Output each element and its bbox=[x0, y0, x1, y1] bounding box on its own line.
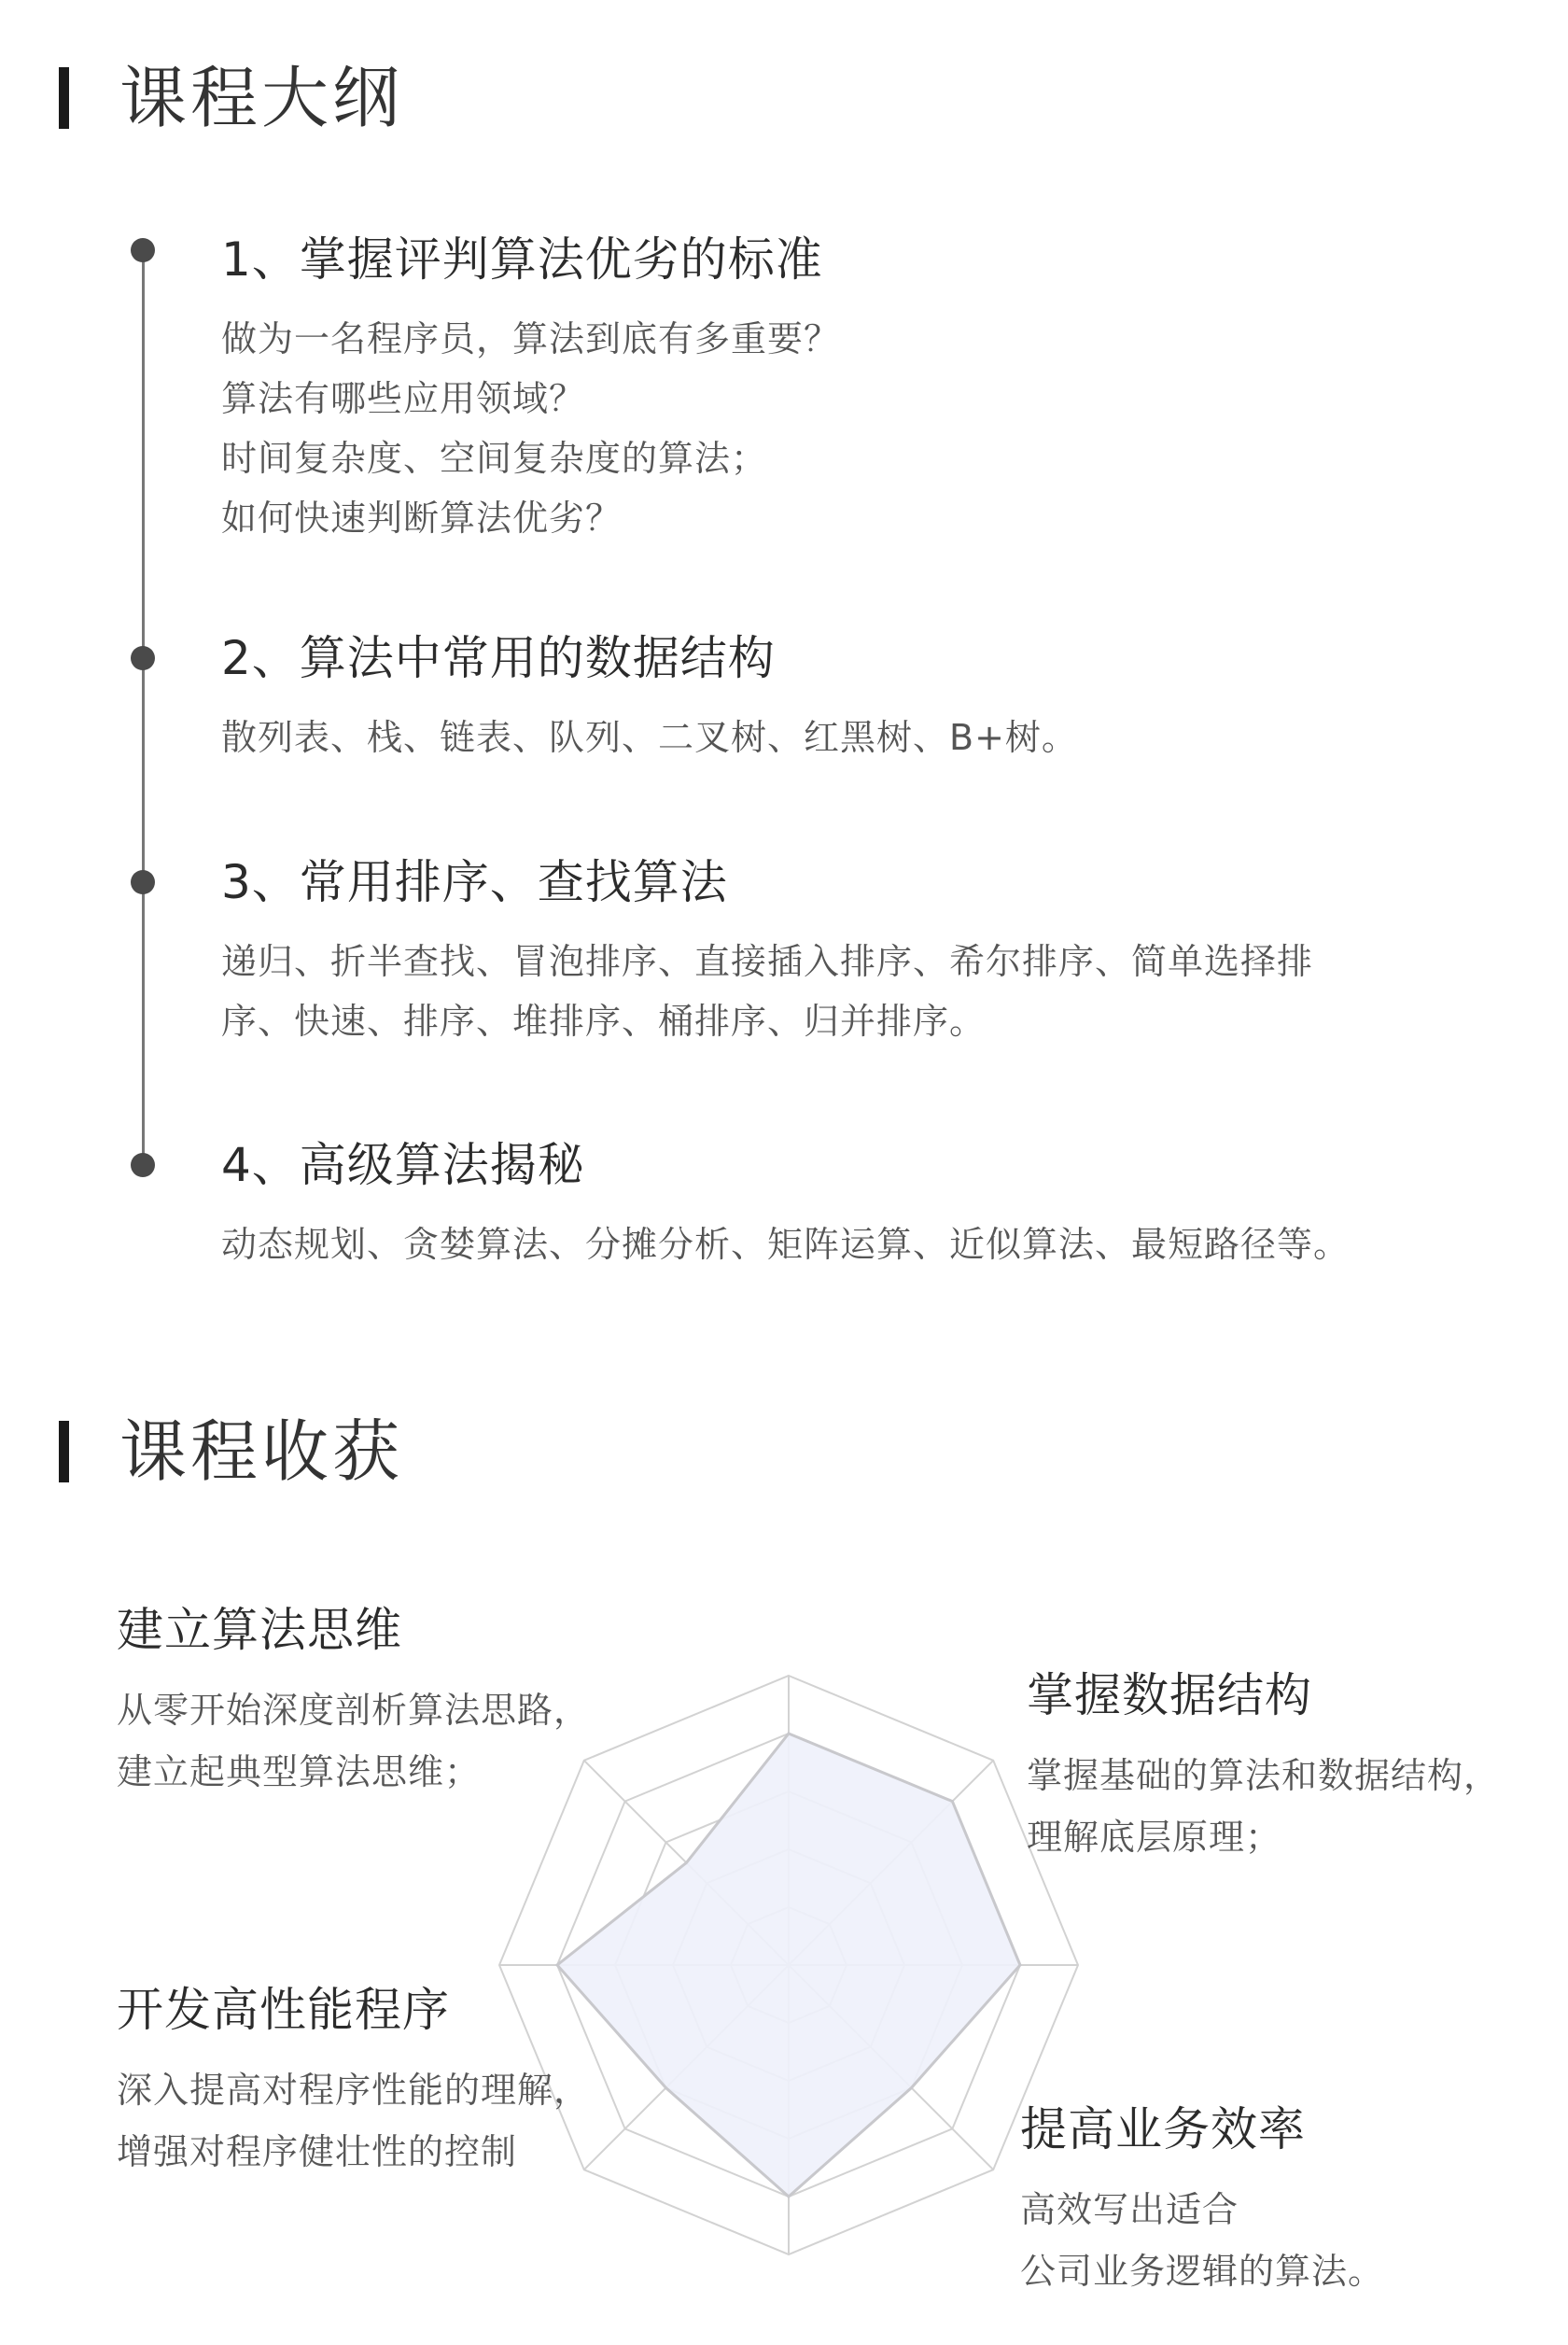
outline-item-title: 4、高级算法揭秘 bbox=[221, 1138, 585, 1192]
gain-label bbox=[1020, 2100, 1384, 2302]
gain-label-desc bbox=[117, 2059, 590, 2183]
gain-label bbox=[117, 1601, 590, 1803]
gain-label-desc bbox=[117, 1679, 590, 1803]
outline-item-desc bbox=[221, 708, 1435, 767]
outline-item-line: 递归、折半查找、冒泡排序、直接插入排序、希尔排序、简单选择排 bbox=[221, 941, 1314, 982]
section-title-bar bbox=[59, 1421, 69, 1482]
gain-label bbox=[1027, 1666, 1500, 1868]
timeline-dot bbox=[131, 646, 155, 670]
gain-label-line: 建立起典型算法思维； bbox=[117, 1751, 482, 1792]
gain-label-title: 开发高性能程序 bbox=[117, 1983, 450, 2037]
gain-label-line: 高效写出适合 bbox=[1020, 2189, 1239, 2230]
timeline-dot bbox=[131, 870, 155, 894]
timeline-dot bbox=[131, 238, 155, 262]
section-title-outline bbox=[59, 51, 403, 145]
gain-label-title: 建立算法思维 bbox=[117, 1603, 402, 1657]
gain-label-line: 掌握基础的算法和数据结构， bbox=[1027, 1755, 1501, 1796]
gain-label-title: 提高业务效率 bbox=[1020, 2102, 1306, 2156]
gain-label-line: 理解底层原理； bbox=[1027, 1817, 1282, 1858]
gain-label-line: 从零开始深度剖析算法思路， bbox=[117, 1690, 591, 1731]
gain-label bbox=[117, 1981, 590, 2183]
outline-item-desc bbox=[221, 932, 1435, 1051]
gain-label-desc bbox=[1027, 1745, 1500, 1868]
outline-item-title: 2、算法中常用的数据结构 bbox=[221, 631, 776, 685]
section-title-text: 课程大纲 bbox=[119, 59, 404, 137]
outline-item-line: 做为一名程序员，算法到底有多重要？ bbox=[221, 318, 841, 359]
outline-item-line: 算法有哪些应用领域？ bbox=[221, 378, 586, 419]
gain-label-line: 公司业务逻辑的算法。 bbox=[1020, 2251, 1385, 2292]
gain-label-desc bbox=[1020, 2179, 1384, 2302]
outline-item bbox=[221, 231, 1435, 548]
outline-item-line: 动态规划、贪婪算法、分摊分析、矩阵运算、近似算法、最短路径等。 bbox=[221, 1224, 1351, 1265]
outline-item-line: 散列表、栈、链表、队列、二叉树、红黑树、B+树。 bbox=[221, 717, 1078, 758]
outline-item-title: 1、掌握评判算法优劣的标准 bbox=[221, 232, 823, 287]
outline-item bbox=[221, 1136, 1435, 1274]
outline-item-desc bbox=[221, 309, 1435, 548]
timeline-line bbox=[142, 252, 145, 1162]
gain-label-title: 掌握数据结构 bbox=[1027, 1668, 1312, 1722]
outline-item-line: 时间复杂度、空间复杂度的算法； bbox=[221, 438, 768, 479]
outline-item-desc bbox=[221, 1215, 1435, 1274]
outline-item-title: 3、常用排序、查找算法 bbox=[221, 855, 728, 909]
gain-label-line: 增强对程序健壮性的控制 bbox=[117, 2131, 518, 2172]
section-title-gains bbox=[59, 1405, 403, 1498]
outline-item bbox=[221, 629, 1435, 767]
section-title-text: 课程收获 bbox=[119, 1412, 404, 1491]
gain-label-line: 深入提高对程序性能的理解， bbox=[117, 2070, 591, 2111]
timeline-dot bbox=[131, 1153, 155, 1177]
outline-item-line: 序、快速、排序、堆排序、桶排序、归并排序。 bbox=[221, 1001, 987, 1042]
outline-item bbox=[221, 853, 1435, 1051]
outline-item-line: 如何快速判断算法优劣？ bbox=[221, 498, 623, 539]
section-title-bar bbox=[59, 67, 69, 129]
